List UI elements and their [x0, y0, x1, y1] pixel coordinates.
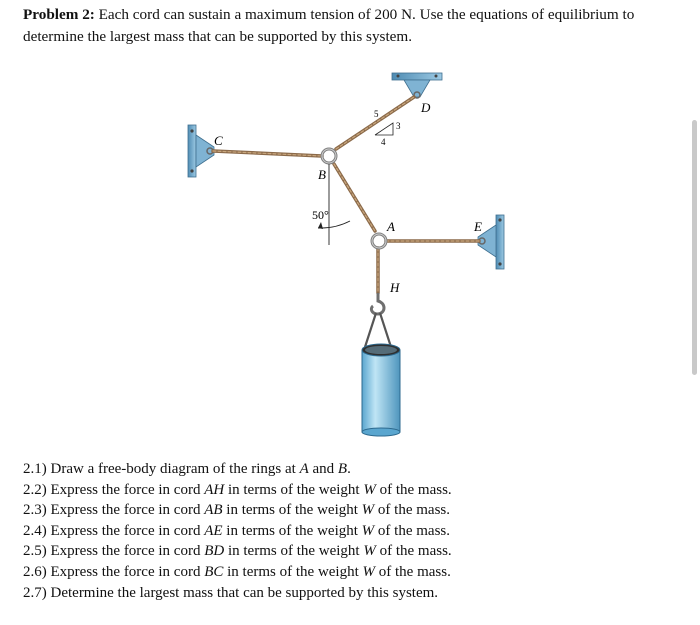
cylinder-mass	[362, 344, 400, 436]
problem-number: Problem 2:	[23, 6, 95, 23]
cords	[213, 97, 479, 293]
bracket-c	[188, 125, 214, 177]
question-list	[23, 459, 583, 603]
question-item: 2.7) Determine the largest mass that can be supported by this system.	[23, 584, 439, 601]
label-h: H	[390, 280, 400, 295]
question-item: 2.2) Express the force in cord AH in terms of the weight W of the mass.	[23, 481, 452, 498]
question-item: 2.5) Express the force in cord BD in terms of the weight W of the mass.	[23, 543, 452, 560]
label-angle: 50°	[312, 208, 329, 222]
question-item: 2.1) Draw a free-body diagram of the rings at A and B.	[23, 461, 351, 477]
question-item: 2.4) Express the force in cord AE in terms of the weight W of the mass.	[23, 522, 450, 539]
bracket-d	[392, 73, 442, 98]
label-slope-5: 5	[374, 109, 379, 119]
cord-system-figure	[170, 65, 550, 455]
sling	[365, 313, 391, 347]
hook-h	[371, 293, 384, 314]
problem-text: Each cord can sustain a maximum tension of 200 N. Use the equations of equilibrium to determine the largest mass that can be supported by this system.	[23, 6, 635, 45]
label-slope-3: 3	[396, 121, 401, 131]
problem-statement	[23, 4, 663, 48]
label-d: D	[421, 100, 431, 115]
label-e: E	[474, 219, 482, 234]
ring-a	[372, 234, 386, 248]
question-item: 2.6) Express the force in cord BC in terms of the weight W of the mass.	[23, 563, 451, 580]
ring-b	[322, 149, 336, 163]
question-item: 2.3) Express the force in cord AB in terms of the weight W of the mass.	[23, 502, 450, 519]
label-c: C	[214, 133, 223, 148]
label-slope-4: 4	[381, 137, 386, 147]
slope-triangle	[375, 123, 393, 135]
scrollbar[interactable]	[692, 120, 697, 375]
label-a: A	[387, 219, 395, 234]
label-b: B	[318, 167, 326, 182]
